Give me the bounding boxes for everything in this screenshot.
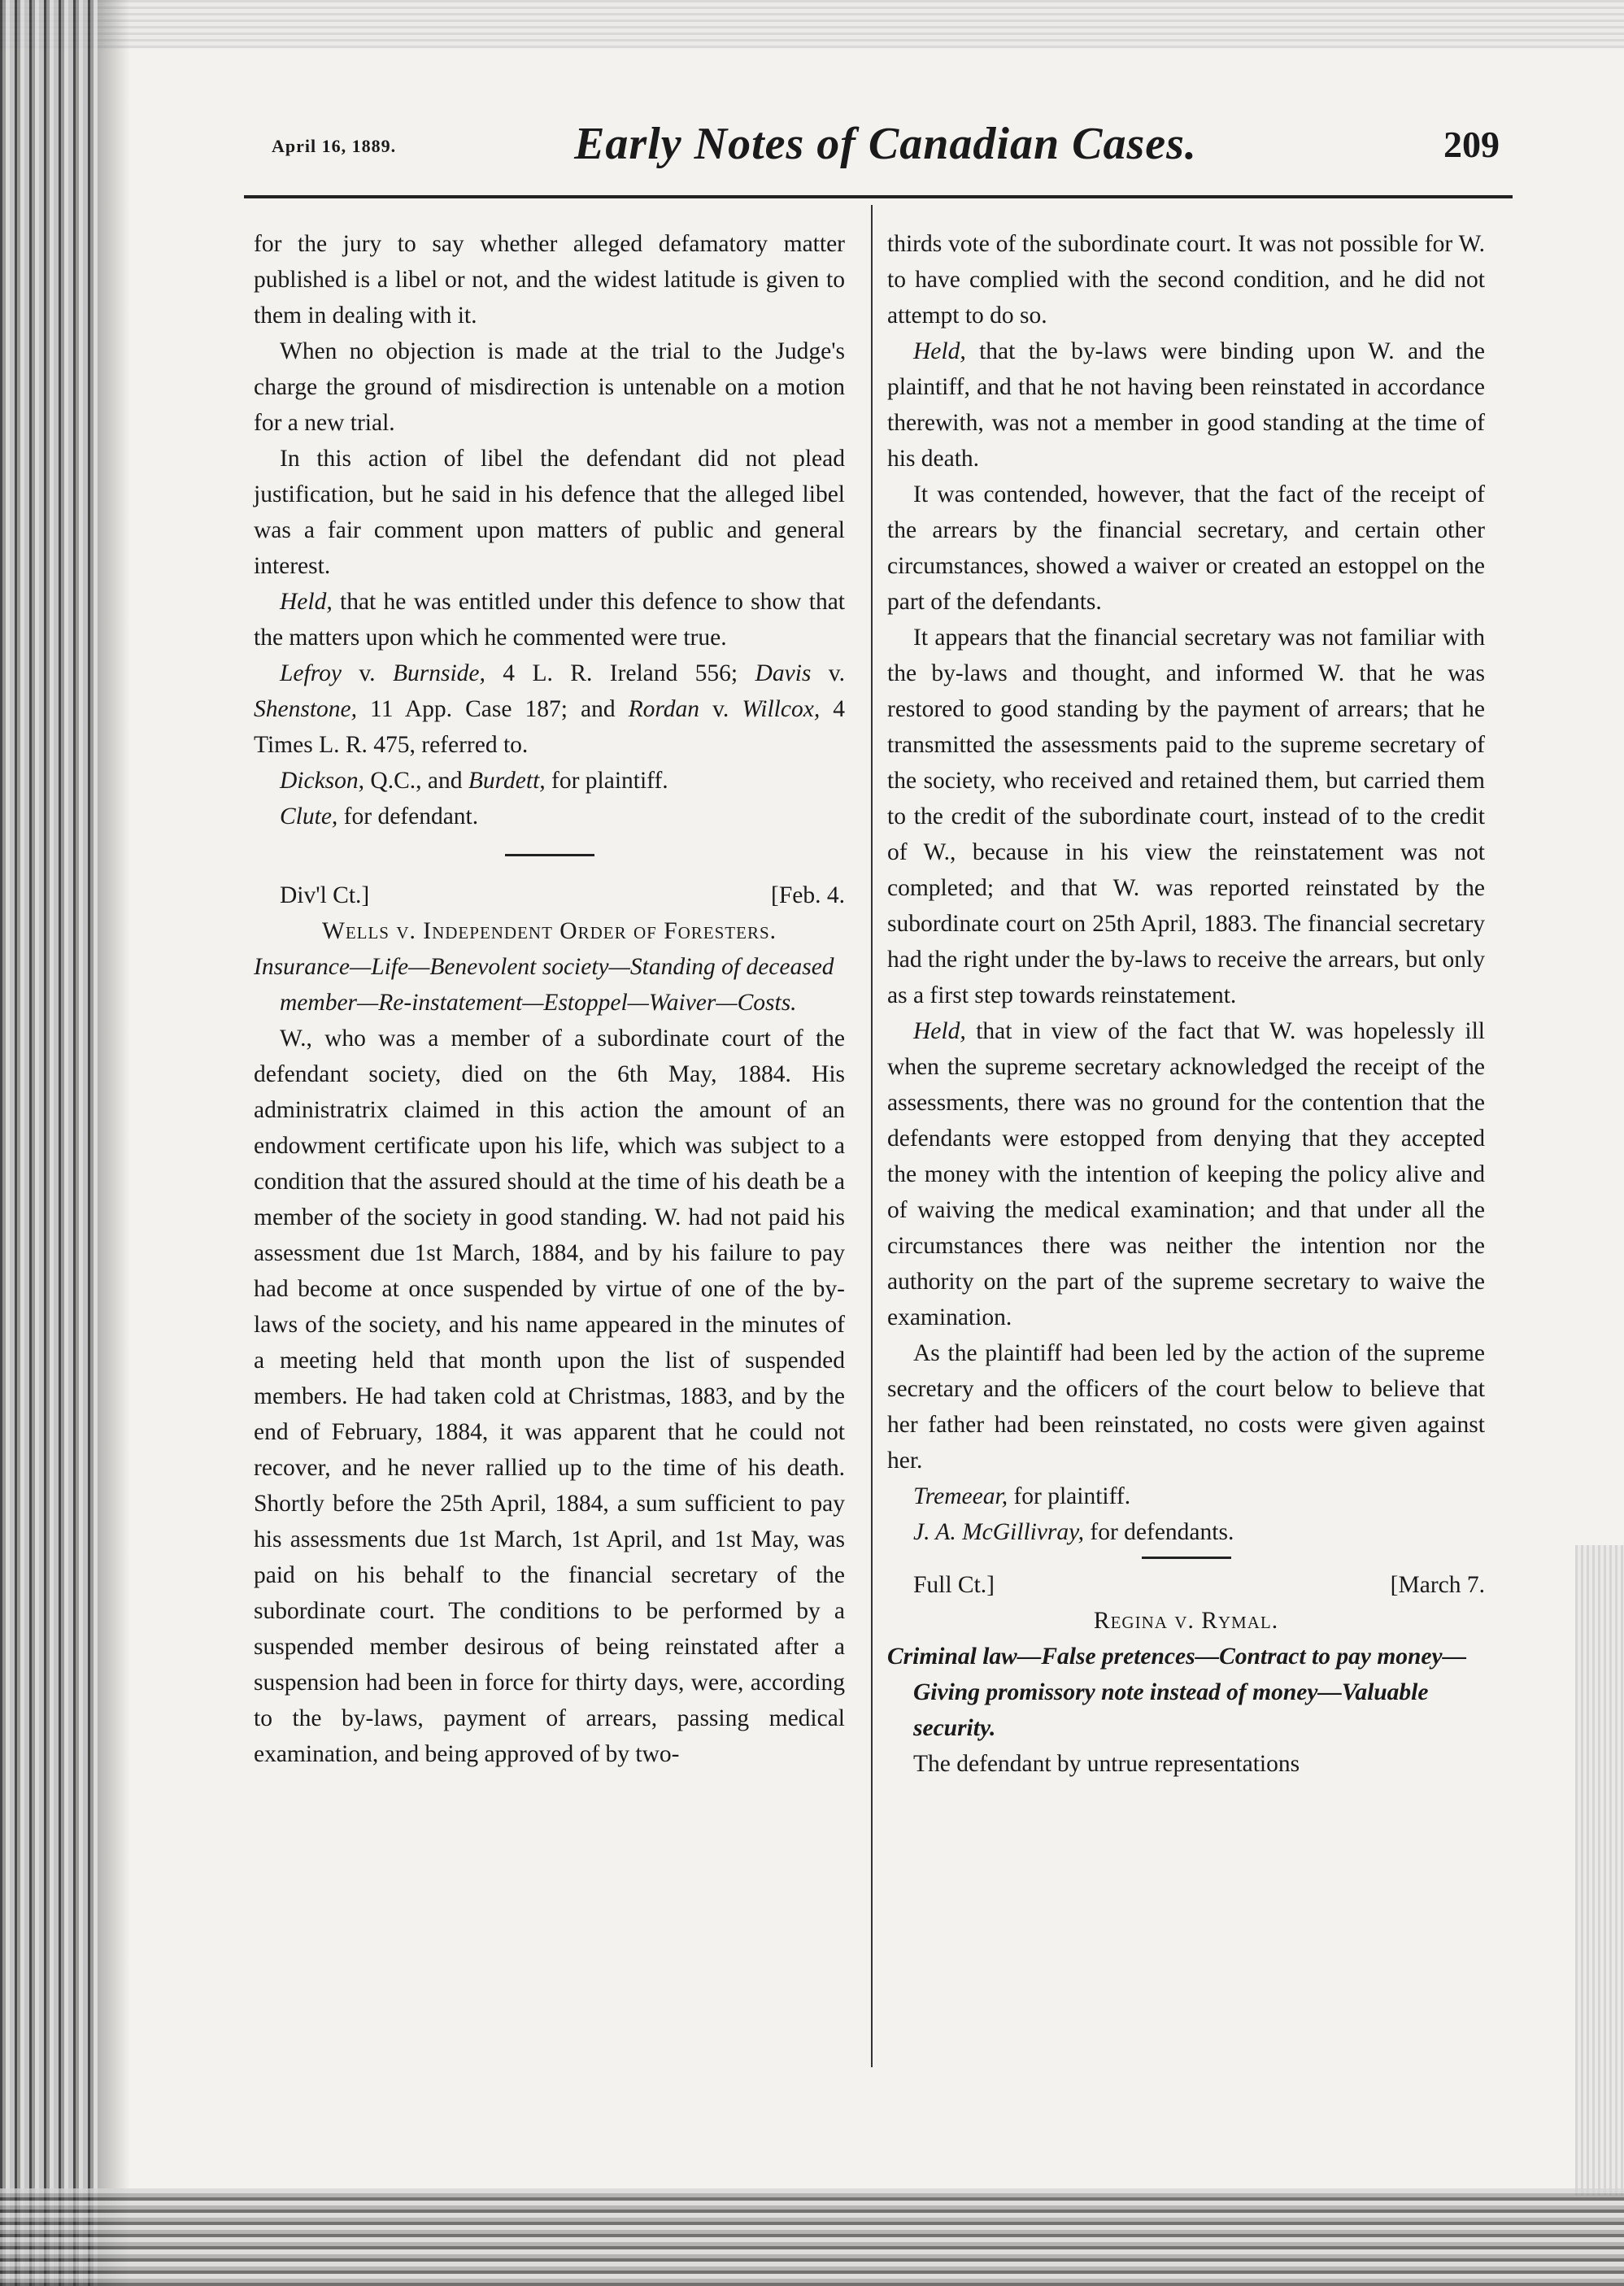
court-name: Full Ct.]: [913, 1572, 995, 1598]
scan-edge-left: [0, 0, 98, 2286]
counsel-name: Clute,: [280, 803, 338, 829]
scan-edge-left-shadow: [98, 0, 130, 2286]
case-title: Regina v. Rymal.: [1093, 1608, 1279, 1634]
counsel-text: for plaintiff.: [545, 768, 668, 794]
held-paragraph: [254, 584, 845, 655]
paragraph: It appears that the financial secretary was not familiar with the by-laws and thought, and informed W. that he was restored to good standing by the payment of arrears; that he transmitted the assessments paid to the supreme secretary of the society, who received and retained them, but carried them to the credit of the subordinate court, instead of to the credit of W., because in his view the reinstatement was not completed; and that W. was reported reinstated by the subordinate court on 25th April, 1883. The financial secretary had the right under the by-laws to receive the arrears, but only as a first step towards reinstatement.: [887, 625, 1485, 1008]
header-rule: [244, 195, 1513, 198]
scan-edge-bottom: [0, 2188, 1624, 2286]
case-separator: [505, 854, 594, 856]
cite-text: 4 Times L. R. 475, referred to.: [254, 696, 845, 758]
scan-edge-top: [0, 0, 1624, 49]
held-text: that he was entitled under this defence to show that the matters upon which he commented were true.: [254, 589, 845, 651]
held-text: that the by-laws were binding upon W. and the plaintiff, and that he not having been reinstated in accordance therewith, was not a member in good standing at the time of his death.: [887, 338, 1485, 472]
court-line: [887, 1567, 1485, 1603]
scan-edge-right: [1575, 1545, 1624, 2196]
case-name: Davis: [755, 660, 812, 686]
cite-text: v.: [811, 660, 845, 686]
held-paragraph: [887, 333, 1485, 477]
paragraph: When no objection is made at the trial to the Judge's charge the ground of misdirection is untenable on a motion for a new trial.: [254, 338, 845, 436]
counsel-line: [887, 1478, 1485, 1514]
counsel-line: [254, 799, 845, 834]
paragraph: thirds vote of the subordinate court. It was not possible for W. to have complied with the second condition, and he did not attempt to do so.: [887, 231, 1485, 329]
held-label: Held,: [280, 589, 333, 615]
paragraph: As the plaintiff had been led by the action of the supreme secretary and the officers of the court below to believe that her father had been reinstated, no costs were given against her.: [887, 1340, 1485, 1474]
cite-text: v.: [699, 696, 742, 722]
running-header: [272, 118, 1500, 183]
cite-text: v.: [341, 660, 393, 686]
case-separator: [1142, 1557, 1231, 1559]
counsel-name: Dickson,: [280, 768, 365, 794]
left-column: [254, 226, 845, 1772]
case-name: Rordan: [628, 696, 700, 722]
held-label: Held,: [913, 1018, 966, 1044]
paragraph: The defendant by untrue representations: [913, 1751, 1300, 1777]
counsel-text: Q.C., and: [364, 768, 468, 794]
court-name: Div'l Ct.]: [280, 882, 370, 908]
right-column: [887, 226, 1485, 1782]
cite-text: 11 App. Case 187; and: [357, 696, 629, 722]
header-title: Early Notes of Canadian Cases.: [574, 119, 1197, 169]
case-title: Wells v. Independent Order of Foresters.: [321, 918, 777, 944]
case-name: Shenstone,: [254, 696, 357, 722]
case-subhead: Insurance—Life—Benevolent society—Standing of deceased member—Re-instatement—Estoppel—Waiver—Costs.: [254, 954, 834, 1016]
paragraph: In this action of libel the defendant did not plead justification, but he said in his defence that the alleged libel was a fair comment upon matters of public and general interest.: [254, 446, 845, 579]
case-name: Lefroy: [280, 660, 342, 686]
case-name: Burnside,: [392, 660, 485, 686]
held-paragraph: [887, 1013, 1485, 1335]
counsel-name: Burdett,: [468, 768, 546, 794]
held-text: that in view of the fact that W. was hopelessly ill when the supreme secretary acknowledged the receipt of the assessments, there was no ground for the contention that the defendants were estopped from denying that they accepted the money with the intention of keeping the policy alive and of waiving the medical examination; and that under all the circumstances there was neither the intention nor the authority on the part of the supreme secretary to waive the examination.: [887, 1018, 1485, 1330]
counsel-line: [254, 763, 845, 799]
counsel-name: Tremeear,: [913, 1483, 1008, 1509]
court-line: [254, 877, 845, 913]
case-name: Willcox,: [742, 696, 821, 722]
counsel-text: for defendants.: [1084, 1519, 1234, 1545]
paragraph: for the jury to say whether alleged defamatory matter published is a libel or not, and the widest latitude is given to them in dealing with it.: [254, 231, 845, 329]
paragraph: It was contended, however, that the fact of the receipt of the arrears by the financial secretary, and certain other circumstances, showed a waiver or created an estoppel on the part of the defendants.: [887, 481, 1485, 615]
citations: [254, 655, 845, 763]
counsel-text: for plaintiff.: [1008, 1483, 1131, 1509]
column-divider: [871, 205, 873, 2067]
court-date: [March 7.: [1390, 1572, 1485, 1598]
counsel-line: [887, 1514, 1485, 1550]
court-date: [Feb. 4.: [771, 882, 845, 908]
header-date: April 16, 1889.: [272, 136, 397, 156]
paragraph: W., who was a member of a subordinate court of the defendant society, died on the 6th May, 1884. His administratrix claimed in this action the amount of an endowment certificate upon his life, which was subject to a condition that the assured should at the time of his death be a member of the society in good standing. W. had not paid his assessment due 1st March, 1884, and by his failure to pay had become at once suspended by virtue of one of the by-laws of the society, and his name appeared in the minutes of a meeting held that month upon the list of suspended members. He had taken cold at Christmas, 1883, and by the end of February, 1884, it was apparent that he could not recover, and he never rallied up to the time of his death. Shortly before the 25th April, 1884, a sum sufficient to pay his assessments due 1st March, 1st April, and 1st May, was paid on his behalf to the financial secretary of the subordinate court. The conditions to be performed by a suspended member desirous of being reinstated after a suspension had been in force for thirty days, were, according to the by-laws, payment of arrears, passing medical examination, and being approved of by two-: [254, 1025, 845, 1767]
counsel-text: for defendant.: [337, 803, 479, 829]
case-subhead: Criminal law—False pretences—Contract to pay money—Giving promissory note instead of money—Valuable security.: [887, 1644, 1467, 1741]
page-number: 209: [1443, 124, 1500, 165]
counsel-name: J. A. McGillivray,: [913, 1519, 1085, 1545]
held-label: Held,: [913, 338, 966, 364]
cite-text: 4 L. R. Ireland 556;: [485, 660, 755, 686]
